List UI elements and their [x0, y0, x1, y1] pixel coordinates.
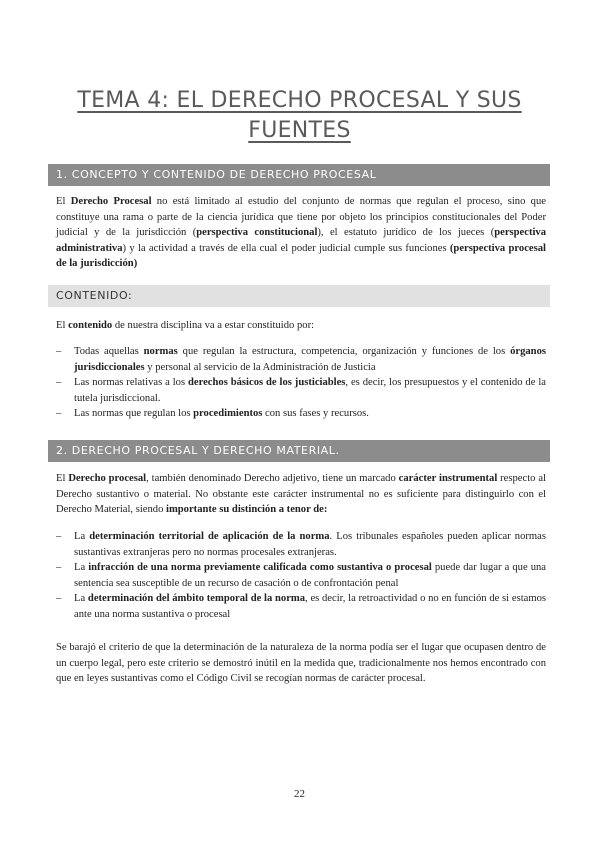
- section-2-heading: 2. DERECHO PROCESAL Y DERECHO MATERIAL.: [48, 440, 550, 462]
- section-2-closing-paragraph: Se barajó el criterio de que la determinación de la naturaleza de la norma podía ser el lugar que ocupasen dentro de un cuerpo legal, pero este criterio se demostró inútil en la medida que, tradicionalmente nos hemos encontrado con que en leyes sustantivas como el Código Civil se recogían normas de carácter procesal.: [56, 642, 546, 684]
- page-number: 22: [294, 788, 305, 800]
- page-title: TEMA 4: EL DERECHO PROCESAL Y SUS FUENTES: [77, 88, 522, 143]
- contenido-intro: El contenido de nuestra disciplina va a estar constituido por:: [56, 320, 315, 331]
- section-1-heading: 1. CONCEPTO Y CONTENIDO DE DERECHO PROCESAL: [48, 164, 550, 186]
- distinction-list: [56, 529, 546, 622]
- list-item: – La infracción de una norma previamente calificada como sustantiva o procesal puede dar lugar a que una sentencia sea susceptible de un recurso de casación o de confrontación penal: [56, 562, 546, 589]
- list-item: – Las normas que regulan los procedimientos con sus fases y recursos.: [56, 408, 369, 419]
- list-item: – La determinación territorial de aplicación de la norma. Los tribunales españoles pueden aplicar normas sustantivas extranjeras pero no normas procesales extranjeras.: [56, 531, 546, 558]
- list-item: – Las normas relativas a los derechos básicos de los justiciables, es decir, los presupuestos y el contenido de la tutela jurisdiccional.: [56, 377, 546, 404]
- section-1-paragraph: El Derecho Procesal no está limitado al estudio del conjunto de normas que regulan el proceso, sino que constituye una rama o parte de la ciencia jurídica que tiene por objeto los principios constitucionales del Poder judicial y de la jurisdicción (perspectiva constitucional), el estatuto jurídico de los jueces (perspectiva administrativa) y la actividad a través de ella cual el poder judicial cumple sus funciones (perspectiva procesal de la jurisdicción): [56, 196, 547, 269]
- section-2-paragraph: El Derecho procesal, también denominado Derecho adjetivo, tiene un marcado carácter instrumental respecto al Derecho sustantivo o material. No obstante este carácter instrumental no es suficiente para distinguirlo con el Derecho Material, siendo importante su distinción a tenor de:: [56, 473, 546, 515]
- contenido-list: [56, 344, 546, 422]
- contenido-heading: CONTENIDO:: [48, 285, 550, 307]
- list-item: – La determinación del ámbito temporal de la norma, es decir, la retroactividad o no en función de si estamos ante una norma sustantiva o procesal: [56, 593, 546, 620]
- list-item: – Todas aquellas normas que regulan la estructura, competencia, organización y funciones de los órganos jurisdiccionales y personal al servicio de la Administración de Justicia: [56, 346, 546, 373]
